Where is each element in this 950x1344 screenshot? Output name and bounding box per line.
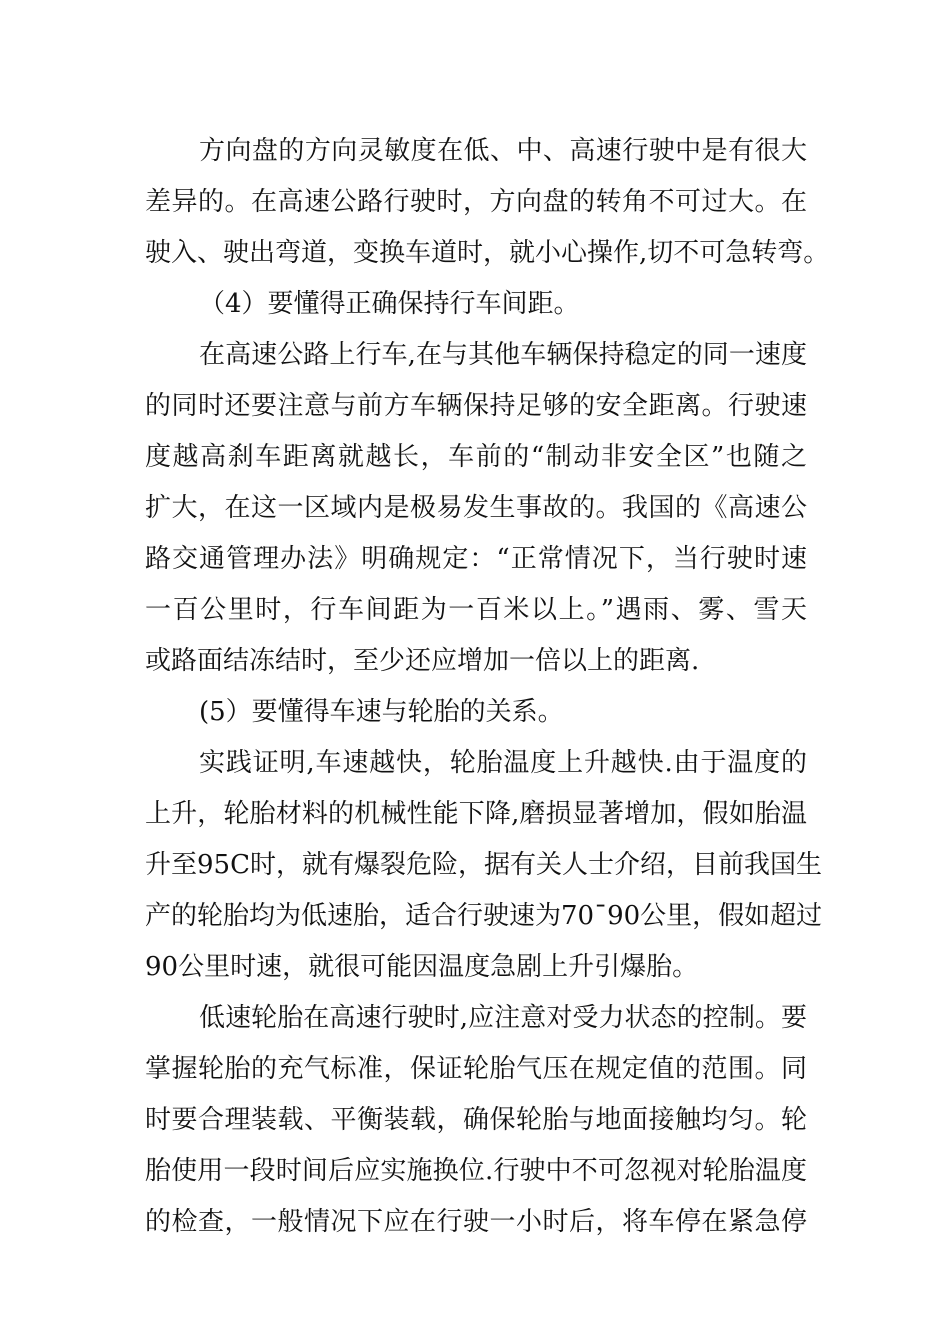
paragraph-line: 在高速公路上行车,在与其他车辆保持稳定的同一速度 bbox=[199, 340, 807, 370]
paragraph-line: 掌握轮胎的充气标准，保证轮胎气压在规定值的范围。同 bbox=[145, 1054, 807, 1084]
paragraph-line: 度越高刹车距离就越长，车前的“制动非安全区”也随之 bbox=[145, 442, 807, 472]
body-text bbox=[145, 126, 830, 1248]
paragraph-line: 胎使用一段时间后应实施换位.行驶中不可忽视对轮胎温度 bbox=[145, 1156, 807, 1186]
paragraph-line: 产的轮胎均为低速胎，适合行驶速为70¯90公里，假如超过 bbox=[145, 901, 823, 931]
paragraph-line: 90公里时速，就很可能因温度急剧上升引爆胎。 bbox=[145, 952, 699, 982]
section-heading: (5）要懂得车速与轮胎的关系。 bbox=[199, 697, 564, 727]
paragraph-line: 的同时还要注意与前方车辆保持足够的安全距离。行驶速 bbox=[145, 391, 807, 421]
paragraph-line: 路交通管理办法》明确规定：“正常情况下，当行驶时速 bbox=[145, 544, 807, 574]
paragraph-line: 低速轮胎在高速行驶时,应注意对受力状态的控制。要 bbox=[199, 1003, 807, 1033]
paragraph-line: 扩大，在这一区域内是极易发生事故的。我国的《高速公 bbox=[145, 493, 807, 523]
paragraph-line: 时要合理装载、平衡装载，确保轮胎与地面接触均匀。轮 bbox=[145, 1105, 807, 1135]
paragraph-line: 上升，轮胎材料的机械性能下降,磨损显著增加，假如胎温 bbox=[145, 799, 807, 829]
paragraph-line: 或路面结冻结时，至少还应增加一倍以上的距离. bbox=[145, 646, 700, 676]
paragraph-line: 一百公里时，行车间距为一百米以上。”遇雨、雾、雪天 bbox=[145, 595, 807, 625]
paragraph-line: 的检查，一般情况下应在行驶一小时后，将车停在紧急停 bbox=[145, 1207, 807, 1237]
paragraph-line: 实践证明,车速越快，轮胎温度上升越快.由于温度的 bbox=[199, 748, 807, 778]
paragraph-line: 驶入、驶出弯道，变换车道时，就小心操作,切不可急转弯。 bbox=[145, 238, 830, 268]
paragraph-line: 差异的。在高速公路行驶时，方向盘的转角不可过大。在 bbox=[145, 187, 807, 217]
paragraph-line: 方向盘的方向灵敏度在低、中、高速行驶中是有很大 bbox=[199, 136, 807, 166]
section-heading: （4）要懂得正确保持行车间距。 bbox=[199, 289, 580, 319]
paragraph-line: 升至95C时，就有爆裂危险，据有关人士介绍，目前我国生 bbox=[145, 850, 822, 880]
